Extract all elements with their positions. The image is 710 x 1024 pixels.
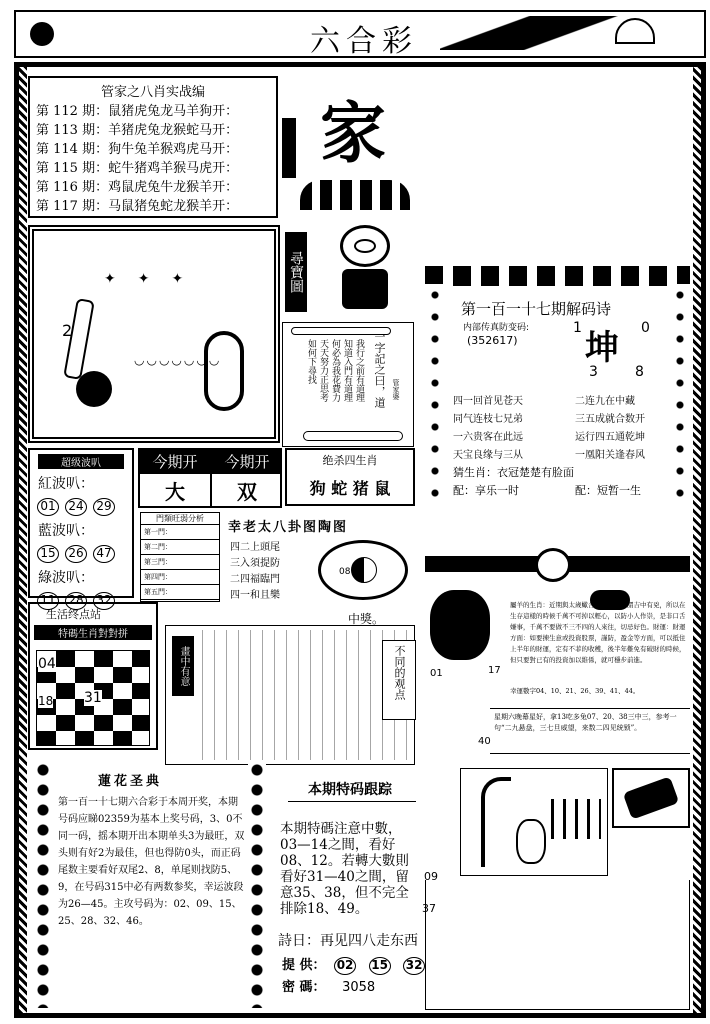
scroll-panel [282,322,414,447]
poem-line-l4: 天宝良缘与三从 [453,450,523,461]
scroll-line-1: 我行之前有道理 [354,339,364,402]
poem-line-l1: 四一回首见苍天 [453,396,523,407]
track-side-1: 09 [424,870,438,883]
picks-row [36,121,270,140]
bird-icons: ✦✦✦ [104,271,206,287]
today-divider [210,450,212,506]
poem-num-1: 1 [573,320,582,336]
girl-portrait-icon [430,590,490,660]
poem-num-4: 8 [635,364,644,380]
life-title: 生活终点站 [46,608,101,621]
fence-icon [551,799,601,839]
wave-number-ball: 28 [65,592,87,610]
picks-row [36,159,270,178]
track-text: 本期特碼注意中數，03—14之間，看好08、12。若轉大數則看好31—40之間，留意35、38，但不完全排除18、49。 [280,821,409,917]
door-row: 第一門： [141,525,219,540]
track-provide-ball-1: 02 [334,957,356,975]
fortune-tail: 幸運數字04、10、21、26、39、41、44。 [510,687,640,695]
ball-icon [76,371,112,407]
yin-yang-icon [351,557,377,583]
picks-row-value: 羊猪虎兔龙猴蛇马开： [108,123,239,138]
bagua-line-3: 二四福臨門 [230,574,280,585]
story-panel [165,625,415,765]
lotus-panel [28,760,268,1010]
track-code-value: 3058 [342,980,376,995]
poem-pair-2 [575,482,641,498]
wave-rows [30,473,132,610]
poem-zodiac-label: 猜生肖： [453,466,497,479]
bagua-lines [230,540,280,604]
life-num-1: 04 [38,656,56,672]
character-icon [516,819,546,864]
fortune-text: 屬羊的生肖：近期與太歲蠍合但又見，可謂吉中有兇，所以在生存這樣的時候千萬不可掉以輕心，以防小人作崇，是非口舌嫌事，千萬不要做不三不四的人來往，切忌好色。財運：財運方面：如要揀生意或投資股票，謹防，盈金等方面，可以抵住上半年的財運，定有不菲的收穫，後半年難免有破財的時候，但只要對已有的投資加以維係，就可穩步前進。 [510,601,686,664]
scroll-author: 管家婆 [392,379,400,400]
scroll-line-3: 何必為我花費力 [330,339,340,402]
bottom-right-frame [425,880,690,1010]
wave-numbers [34,495,132,516]
picks-row-label: 第 115 期： [36,161,109,176]
poem-pair1-text: 享乐一时 [475,484,519,497]
kill-title: 绝杀四生肖 [322,454,378,467]
bagua-line-1: 四二上頭尾 [230,542,280,553]
bagua-line-4: 四一和且樂 [230,590,280,601]
track-title-rule [288,801,416,802]
door-row: 第三門： [141,555,219,570]
poem-line-l2: 同气连枝七兄弟 [453,414,523,425]
today-head-2: 今期开 [212,450,282,474]
picks-row-label: 第 112 期： [36,104,109,119]
door-title: 門類旺弱分析 [141,513,219,525]
picks-row-label: 第 113 期： [36,123,109,138]
snake-icon [204,331,244,411]
pig-mascot-icon [330,225,400,315]
picks-row-value: 鸡鼠虎兔牛龙猴羊开： [108,180,239,195]
lotus-coin-border-right [248,760,266,1008]
right-pattern-border [693,67,701,1013]
picks-row-value: 鼠猪虎兔龙马羊狗开： [108,104,239,119]
wave-number-ball: 32 [93,592,115,610]
wave-number-ball: 24 [65,498,87,516]
today-head-1: 今期开 [140,450,210,474]
door-rows [141,525,219,600]
track-provide-label: 提 供： [282,958,326,973]
brand-char: 家 [320,94,386,172]
life-num-2: 31 [84,690,102,706]
ribbon-banner [425,548,690,582]
track-title: 本期特码跟踪 [308,782,392,798]
poem-panel [425,272,690,512]
door-row: 第五門： [141,585,219,600]
kill-items: 狗 蛇 猪 鼠 [309,479,391,498]
fortune-num-1: 01 [430,668,443,679]
lotus-text: 第一百一十七期六合彩于本周开奖，本期号码应睇02359为基本上奖号码，3、0不同一码，摇本期开出本期单头3为最旺，双头则有好2为最佳，但也得防0头，而正码尾数主要看好双尾2、8，单尾则找防5、9，在号码315中必有两数参奖，幸运波段为26—45。主攻号码为：02、09、15、25、28、32、46。 [58,797,245,927]
picks-row-value: 狗牛兔羊猴鸡虎马开： [108,142,239,157]
poem-pair2-label: 配： [575,484,597,497]
poem-line-r1: 二连九在中藏 [575,396,635,407]
door-panel [140,512,220,602]
track-code-label: 密 碼： [282,980,326,995]
poem-num-3: 3 [589,364,598,380]
picks-row [36,140,270,159]
puzzle-number: 2 [62,321,73,340]
poem-line-r4: 一凰阳关逢春风 [575,450,645,461]
bagua-title: 幸老太八卦图陶图 [228,520,349,535]
wave-number-ball: 29 [93,498,115,516]
lotus-coin-border-left [34,760,52,1008]
poem-line-r2: 三五成就合数开 [575,414,645,425]
cartoon-panel [460,768,608,876]
poem-title: 第一百一十七期解码诗 [461,300,612,318]
picks-row-label: 第 117 期： [36,199,109,214]
viewpoint-panel [382,640,416,720]
poem-pair-1 [453,482,519,498]
wave-number-ball: 01 [37,498,59,516]
picks-row [36,178,270,197]
bagua-num: 08 [339,567,351,577]
header-wave-decoration [440,16,640,50]
lotus-title: 蓮花圣典 [98,774,163,789]
puzzle-panel [28,225,280,443]
zhong-label: 中獎。 [348,612,385,626]
brand-corner-mark [282,118,296,178]
door-row: 第二門： [141,540,219,555]
door-row: 第四門： [141,570,219,585]
scroll-line-2: 知道入門有道理 [342,339,352,402]
track-code [282,976,375,995]
scroll-title: 一字記之曰，道 [373,331,386,408]
poem-big-char: 坤 [585,328,619,368]
wave-number-ball: 26 [65,545,87,563]
track-provide [282,954,429,975]
bagua-line-2: 三入須提防 [230,558,280,569]
header-title: 六合彩 [310,24,418,59]
tree-icon [481,777,511,867]
picks-row-label: 第 114 期： [36,142,109,157]
life-sub: 特碼生肖對對拼 [34,625,152,640]
treasure-label: 尋寶圖 [285,232,307,312]
wave-label: 綠波叭： [38,570,94,586]
track-side-2: 37 [422,902,436,915]
picks-title: 管家之八肖实战编 [100,85,205,100]
wave-numbers [34,542,132,563]
leaf-decoration-icon [300,180,410,210]
bagua-wheel-icon [318,540,408,600]
cup-row-icons: ◡◡◡◡◡◡◡ [134,353,222,367]
poem-source: 内部传真防变码: [463,323,530,333]
poem-zodiac [453,464,574,480]
story-columns-text [202,630,412,760]
track-poem-text: 再见四八走东西 [320,933,418,949]
track-poem-label: 詩日： [278,933,320,949]
poem-num-2: 0 [641,320,650,336]
today-panel [138,448,282,508]
kill-panel [285,448,415,506]
picks-rows [30,100,276,218]
header-logo-icon [30,22,54,46]
picks-row-value: 蛇牛猪鸡羊猴马虎开： [108,161,239,176]
poem-line-r3: 运行四五通乾坤 [575,432,645,443]
life-num-3: 18 [38,694,54,708]
story-box-label: 畫中有意 [172,636,194,696]
waves-title: 超级波叭 [38,454,124,469]
lucky-text: 星期六晚幕星好，拿13吃多兔07、20、38三中三，参考一句“二九悬盘，三七旦威望，来数二四见统锁”。 [494,713,677,732]
wave-label: 紅波叭： [38,476,94,492]
viewpoint-text: 不同的观点 [393,645,406,700]
track-provide-ball-3: 32 [403,957,425,975]
today-value-2: 双 [237,480,257,504]
picks-row [36,102,270,121]
poem-right-flowers [670,284,690,504]
scroll-line-5: 如何下尋找 [306,339,316,384]
wave-number-ball: 47 [93,545,115,563]
life-panel [28,602,158,750]
picks-row-label: 第 116 期： [36,180,109,195]
track-provide-ball-2: 15 [369,957,391,975]
picks-panel [28,76,278,218]
poem-pair2-text: 短暂一生 [597,484,641,497]
fortune-num-3: 40 [478,736,491,747]
scroll-roll-bottom [303,431,403,441]
hand-bottle-icon [623,776,680,819]
wave-number-ball: 11 [37,592,59,610]
picks-row-value: 马鼠猪兔蛇龙猴羊开： [108,199,239,214]
poem-pair1-label: 配： [453,484,475,497]
poem-zodiac-text: 衣冠楚楚有脸面 [497,466,574,479]
picks-row [36,197,270,216]
poem-code: (352617) [467,334,518,347]
fortune-num-2: 17 [488,665,501,676]
poem-left-flowers [425,284,445,504]
wave-label: 藍波叭： [38,523,94,539]
poem-line-l3: 一六贵客在此远 [453,432,523,443]
waves-panel [28,448,134,607]
hand-icon-panel [612,768,690,828]
today-value-1: 大 [165,480,185,504]
wave-number-ball: 15 [37,545,59,563]
left-pattern-border [19,67,27,1013]
track-poem [278,930,418,950]
lucky-panel [490,708,690,754]
scroll-line-4: 天天努力正思考 [318,339,328,402]
